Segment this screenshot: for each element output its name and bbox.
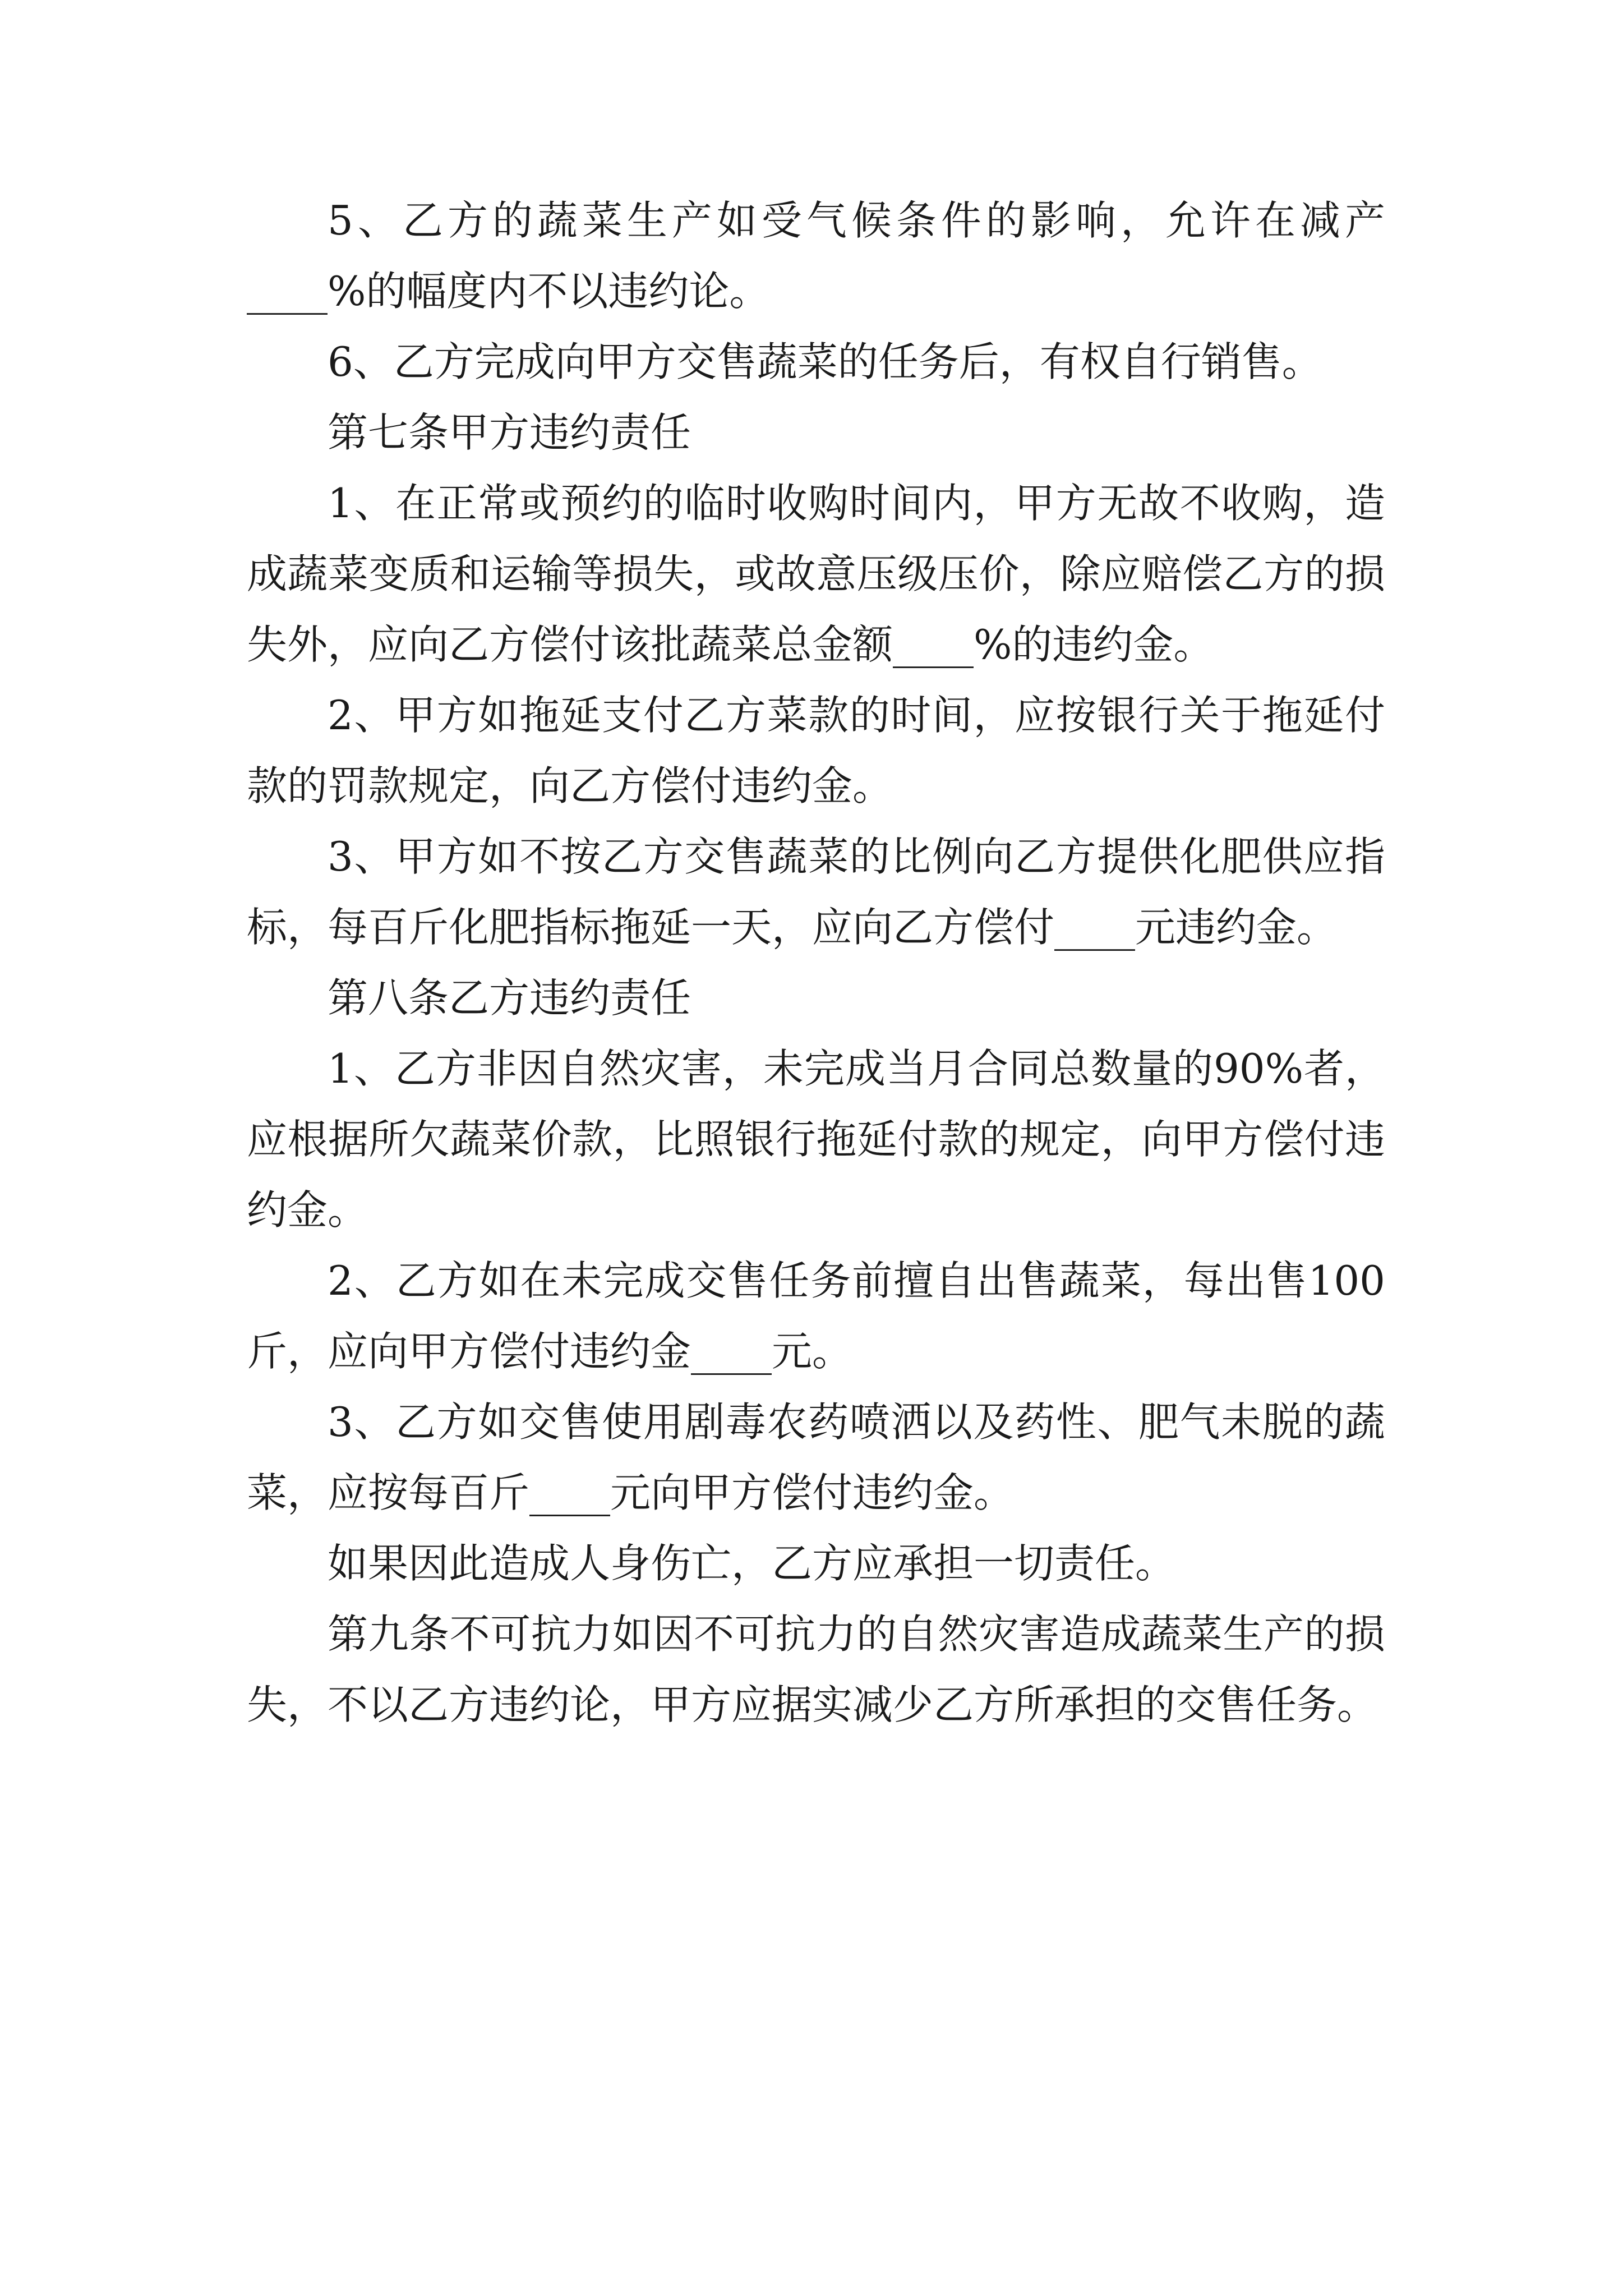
article-7-item-3: 3、甲方如不按乙方交售蔬菜的比例向乙方提供化肥供应指标，每百斤化肥指标拖延一天，应向乙方偿付____元违约金。 <box>247 833 1385 951</box>
article-8-heading: 第八条乙方违约责任 <box>328 974 691 1022</box>
article-7-heading: 第七条甲方违约责任 <box>328 409 691 456</box>
article-7-item-1: 1、在正常或预约的临时收购时间内，甲方无故不收购，造成蔬菜变质和运输等损失，或故意压级压价，除应赔偿乙方的损失外，应向乙方偿付该批蔬菜总金额____%的违约金。 <box>247 480 1385 668</box>
clause-5-paragraph: 5、乙方的蔬菜生产如受气候条件的影响，允许在减产____%的幅度内不以违约论。 <box>247 197 1385 315</box>
article-7-item-2: 2、甲方如拖延支付乙方菜款的时间，应按银行关于拖延付款的罚款规定，向乙方偿付违约金。 <box>247 692 1385 809</box>
article-8-item-2: 2、乙方如在未完成交售任务前擅自出售蔬菜，每出售100斤，应向甲方偿付违约金____元。 <box>247 1257 1385 1375</box>
article-8-item-3: 3、乙方如交售使用剧毒农药喷洒以及药性、肥气未脱的蔬菜，应按每百斤____元向甲方偿付违约金。 <box>247 1398 1385 1516</box>
article-8-item-1: 1、乙方非因自然灾害，未完成当月合同总数量的90%者，应根据所欠蔬菜价款，比照银行拖延付款的规定，向甲方偿付违约金。 <box>247 1045 1385 1234</box>
clause-6-paragraph: 6、乙方完成向甲方交售蔬菜的任务后，有权自行销售。 <box>328 338 1322 385</box>
article-9-paragraph: 第九条不可抗力如因不可抗力的自然灾害造成蔬菜生产的损失，不以乙方违约论，甲方应据实减少乙方所承担的交售任务。 <box>247 1611 1385 1728</box>
document-page <box>247 185 1385 1740</box>
article-8-note: 如果因此造成人身伤亡，乙方应承担一切责任。 <box>328 1540 1176 1587</box>
